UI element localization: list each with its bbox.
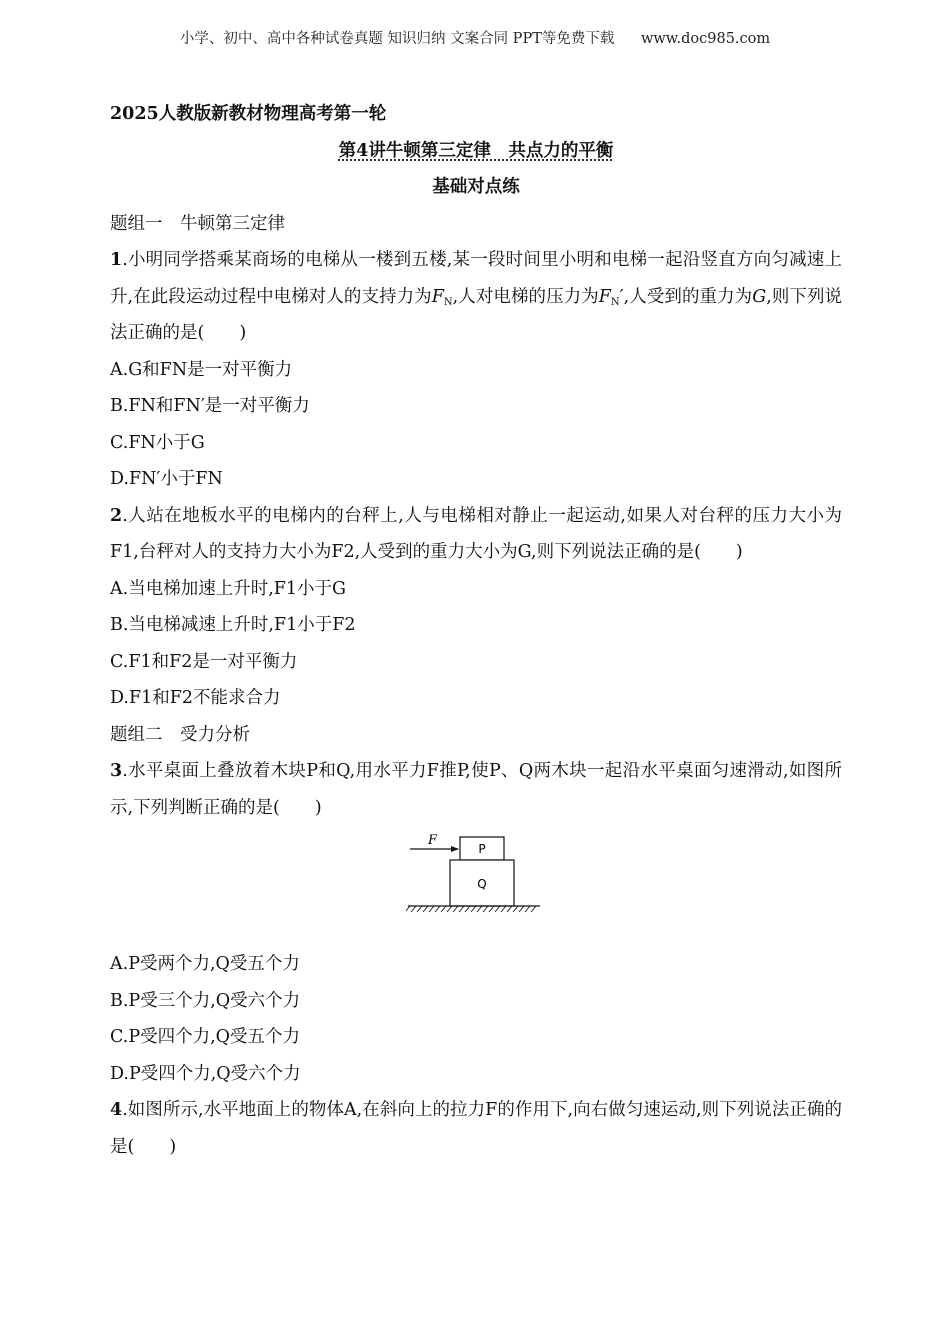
- block-q-label: Q: [477, 877, 487, 891]
- q1-option-a: A.G和FN是一对平衡力: [110, 359, 293, 380]
- document-body: [110, 96, 842, 1165]
- hatch-mark: [465, 906, 470, 912]
- q2-option-b: B.当电梯减速上升时,F1小于F2: [110, 615, 356, 635]
- q1-option-b: B.FN和FN′是一对平衡力: [110, 396, 310, 416]
- force-label: F: [428, 833, 438, 848]
- hatch-mark: [417, 906, 422, 912]
- q3-figure: [110, 826, 842, 946]
- hatch-mark: [471, 906, 476, 912]
- doc-title: 2025人教版新教材物理高考第一轮: [110, 104, 387, 124]
- q2-option-d: D.F1和F2不能求合力: [110, 688, 281, 708]
- group2-title: 题组二 受力分析: [110, 724, 250, 745]
- hatch-mark: [429, 906, 434, 912]
- hatch-mark: [501, 906, 506, 912]
- q1-option-d: D.FN′小于FN: [110, 469, 223, 489]
- hatch-mark: [406, 906, 410, 912]
- page-header: [0, 27, 950, 48]
- section-title: 基础对点练: [432, 177, 520, 197]
- hatch-mark: [441, 906, 446, 912]
- q3-option-b: B.P受三个力,Q受六个力: [110, 990, 301, 1011]
- hatch-mark: [453, 906, 458, 912]
- hatch-mark: [411, 906, 416, 912]
- q3-option-a: A.P受两个力,Q受五个力: [110, 954, 300, 974]
- hatch-mark: [513, 906, 518, 912]
- q2-option-a: A.当电梯加速上升时,F1小于G: [110, 578, 347, 599]
- hatch-mark: [447, 906, 452, 912]
- question-4-stem: 4.如图所示,水平地面上的物体A,在斜向上的拉力F的作用下,向右做匀速运动,则下列说法正确的是( ): [110, 1100, 842, 1157]
- header-url[interactable]: www.doc985.com: [640, 31, 771, 47]
- hatch-mark: [525, 906, 530, 912]
- group1-title: 题组一 牛顿第三定律: [110, 213, 285, 234]
- hatch-mark: [483, 906, 488, 912]
- question-3-stem: 3.水平桌面上叠放着木块P和Q,用水平力F推P,使P、Q两木块一起沿水平桌面匀速滑动,如图所示,下列判断正确的是( ): [110, 761, 842, 818]
- question-1-stem: 1.小明同学搭乘某商场的电梯从一楼到五楼,某一段时间里小明和电梯一起沿竖直方向匀减速上升,在此段运动过程中电梯对人的支持力为$F_N$,人对电梯的压力为$F_N'$,人受到的重力为G,则下列说法正确的是( ): [110, 250, 843, 343]
- hatch-mark: [519, 906, 524, 912]
- hatch-mark: [477, 906, 482, 912]
- hatch-mark: [459, 906, 464, 912]
- hatch-mark: [507, 906, 512, 912]
- q1-option-c: C.FN小于G: [110, 432, 205, 453]
- q3-option-c: C.P受四个力,Q受五个力: [110, 1027, 301, 1047]
- q3-option-d: D.P受四个力,Q受六个力: [110, 1063, 301, 1084]
- question-2-stem: 2.人站在地板水平的电梯内的台秤上,人与电梯相对静止一起运动,如果人对台秤的压力大小为F1,台秤对人的支持力大小为F2,人受到的重力大小为G,则下列说法正确的是( ): [110, 505, 842, 562]
- hatch-mark: [531, 906, 536, 912]
- hatch-mark: [489, 906, 494, 912]
- hatch-mark: [495, 906, 500, 912]
- q2-option-c: C.F1和F2是一对平衡力: [110, 651, 298, 672]
- block-p-label: P: [478, 842, 486, 856]
- force-arrow-head: [451, 846, 459, 852]
- header-text: 小学、初中、高中各种试卷真题 知识归纳 文案合同 PPT等免费下载: [179, 31, 615, 47]
- stacked-blocks-diagram: [406, 832, 546, 918]
- hatch-mark: [435, 906, 440, 912]
- lecture-title: 第4讲牛顿第三定律 共点力的平衡: [338, 140, 614, 161]
- hatch-mark: [423, 906, 428, 912]
- ground-hatching: [406, 906, 536, 912]
